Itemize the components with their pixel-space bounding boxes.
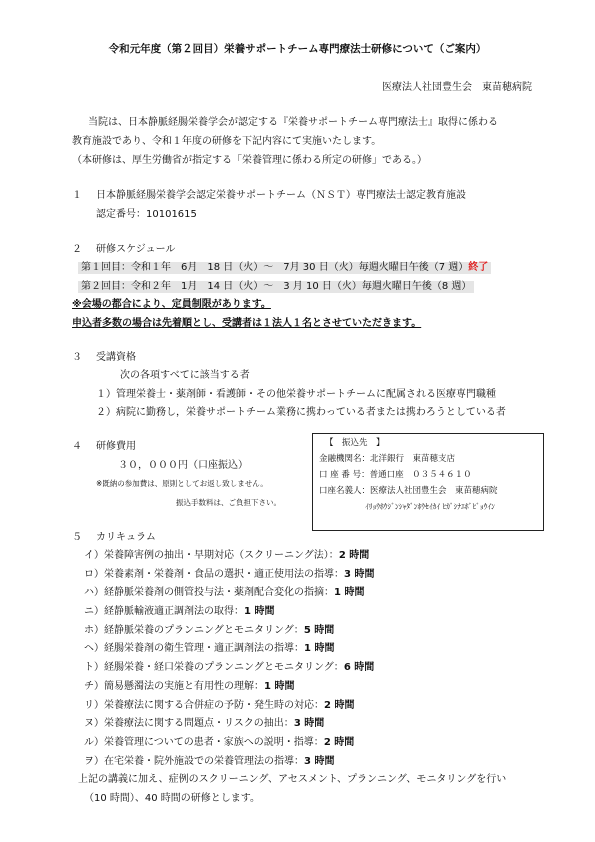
curriculum-item: ニ）経静脈輸液適正調剤法の取得：1 時間 [84, 606, 275, 618]
curriculum-item: ロ）栄養素剤・栄養剤・食品の選択・適正使用法の指導：3 時間 [84, 568, 375, 580]
eligibility-lead: 次の各項すべてに該当する者 [120, 370, 250, 381]
intro-line: （本研修は、厚生労働省が指定する「栄養管理に係わる所定の研修」である。） [72, 155, 427, 166]
curriculum-summary-line: （10 時間）、40 時間の研修とします。 [84, 793, 261, 804]
curriculum-item: ハ）経静脈栄養剤の側管投与法・薬剤配合変化の指摘：1 時間 [84, 587, 365, 599]
organization-name: 医療法人社団豊生会 東苗穂病院 [382, 82, 532, 93]
bank-name: 金融機関名：北洋銀行 東苗穂支店 [319, 454, 456, 464]
curriculum-item: ヘ）経腸栄養剤の衛生管理・適正調剤法の指導：1 時間 [84, 643, 335, 655]
bank-box-title: 【 振込先 】 [325, 438, 385, 448]
section-5-number: ５ [72, 532, 82, 543]
curriculum-item: ト）経腸栄養・経口栄養のプランニングとモニタリング：6 時間 [84, 662, 375, 674]
capacity-note: ※会場の都合により、定員制限があります。 [72, 299, 271, 310]
curriculum-item: イ）栄養障害例の抽出・早期対応（スクリーニング法）：2 時間 [84, 550, 370, 561]
intro-line: 教育施設であり、令和１年度の研修を下記内容にて実施いたします。 [72, 136, 382, 147]
bank-transfer-box [312, 433, 544, 531]
curriculum-item: ホ）経静脈栄養のプランニングとモニタリング：5 時間 [84, 624, 335, 636]
curriculum-summary-line: 上記の講義に加え、症例のスクリーニング、アセスメント、プランニング、モニタリングを行い [78, 774, 507, 785]
page-title: 令和元年度（第２回目）栄養サポートチーム専門療法士研修について（ご案内） [108, 43, 487, 55]
session-1-text: 第１回目：令和１年 6月 18 日（火）～ 7月 30 日（火）毎週火曜日午後（7 週） [81, 262, 469, 273]
section-2-heading: 研修スケジュール [96, 244, 176, 255]
section-3-number: ３ [72, 352, 82, 363]
account-number: 口 座 番 号：普通口座 ０３５４６１０ [319, 470, 472, 480]
intro-paragraph [72, 117, 498, 174]
session-1-status: 終了 [468, 262, 489, 273]
curriculum-item: リ）栄養療法に関する合併症の予防・発生時の対応：2 時間 [84, 699, 355, 711]
section-5-heading: カリキュラム [96, 532, 156, 543]
curriculum-item: ヲ）在宅栄養・院外施設での栄養管理法の指導：3 時間 [84, 755, 335, 767]
account-holder: 口座名義人：医療法人社団豊生会 東苗穂病院 [319, 486, 498, 496]
curriculum-item: チ）簡易懸濁法の実施と有用性の理解：1 時間 [84, 680, 295, 692]
section-1-heading: 日本静脈経腸栄養学会認定栄養サポートチーム（ＮＳＴ）専門療法士認定教育施設 [96, 190, 466, 201]
curriculum-item: ル）栄養管理についての患者・家族への説明・指導：2 時間 [84, 736, 355, 748]
section-4-number: ４ [72, 441, 82, 452]
schedule-session-1 [78, 262, 491, 274]
refund-note: ※既納の参加費は、原則としてお返し致しません。 [96, 479, 268, 488]
curriculum-item: ヌ）栄養療法に関する問題点・リスクの抽出：3 時間 [84, 718, 325, 730]
first-come-note: 申込者多数の場合は先着順とし、受講者は１法人１名とさせていただきます。 [72, 318, 422, 329]
transfer-fee-note: 振込手数料は、ご負担下さい。 [176, 498, 281, 507]
curriculum-list [84, 550, 374, 774]
section-2-number: ２ [72, 244, 82, 255]
eligibility-item: １）管理栄養士・薬剤師・看護師・その他栄養サポートチームに配属される医療専門職種 [96, 389, 496, 400]
certification-number: 認定番号：10101615 [96, 209, 197, 220]
section-1-number: １ [72, 190, 82, 201]
section-3-heading: 受講資格 [96, 352, 136, 363]
intro-line: 当院は、日本静脈経腸栄養学会が認定する『栄養サポートチーム専門療法士』取得に係わる [88, 117, 498, 128]
schedule-session-2: 第２回目：令和２年 1月 14 日（火）～ 3 月 10 日（火）毎週火曜日午後（8 週） [78, 281, 474, 293]
eligibility-item: ２）病院に勤務し，栄養サポートチーム業務に携わっている者または携わろうとしている者 [96, 407, 506, 418]
section-4-heading: 研修費用 [96, 441, 136, 452]
account-holder-kana: ｲﾘｮｳﾎｳｼﾞﾝｼｬﾀﾞﾝﾎｳｾｲｶｲ ﾋｶﾞｼﾅｴﾎﾞﾋﾞｮｳｲﾝ [365, 502, 495, 511]
fee-amount: ３０，０００円（口座振込） [118, 460, 248, 471]
